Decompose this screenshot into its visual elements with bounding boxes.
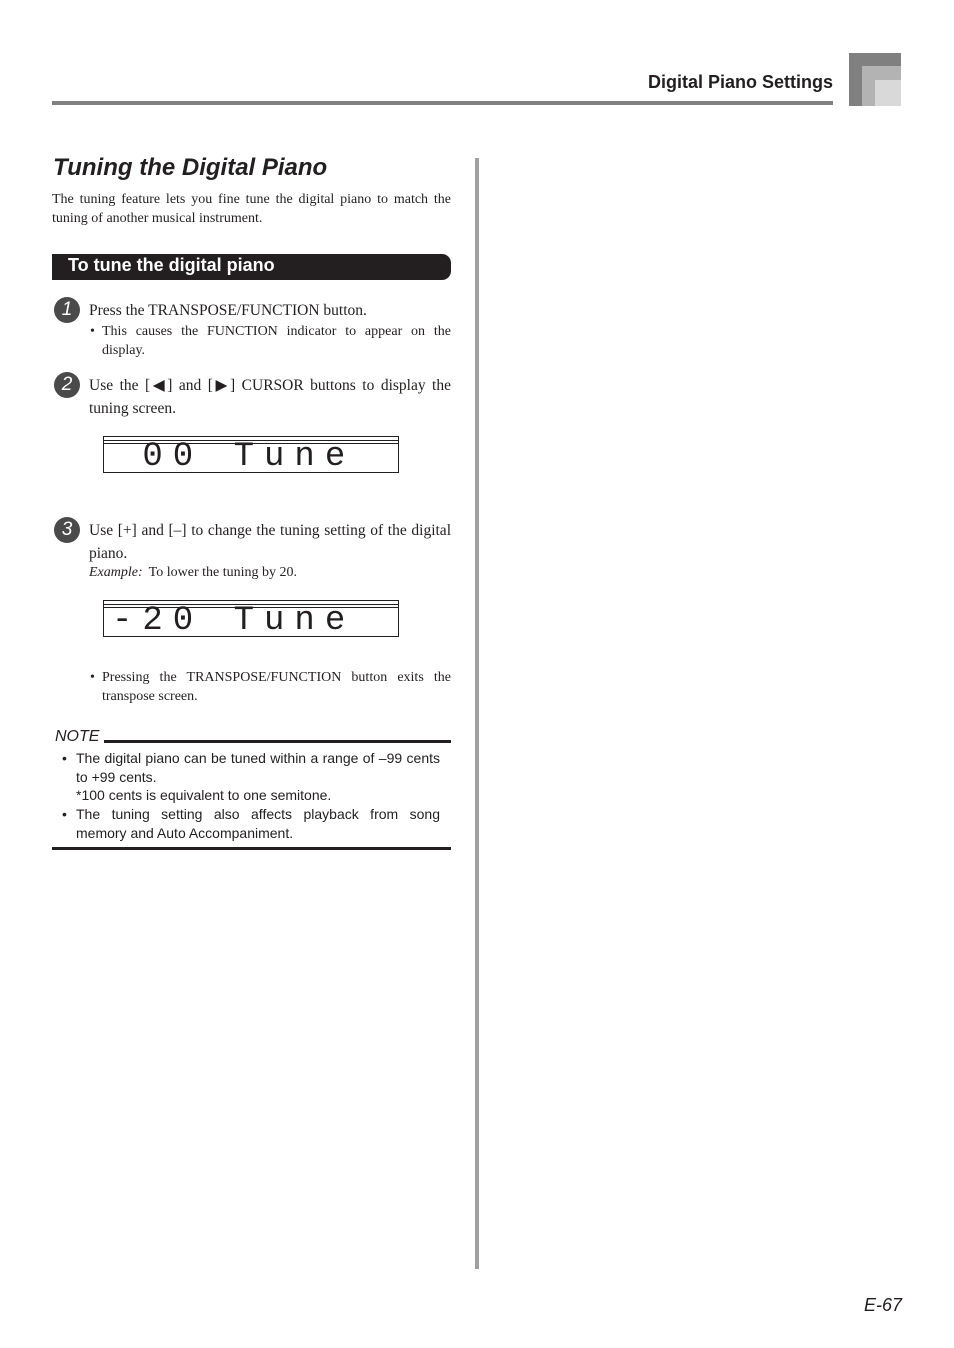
note-item-text: The tuning setting also affects playback from song memory and Auto Accompaniment.: [76, 806, 440, 841]
lcd-display-tune-00: [103, 436, 399, 476]
step-1-bullet: [90, 323, 451, 360]
intro-paragraph: The tuning feature lets you fine tune the digital piano to match the tuning of another musical instrument.: [52, 192, 451, 226]
example-label: Example:: [89, 565, 143, 580]
step-3-badge: 3: [54, 517, 80, 543]
running-header: Digital Piano Settings: [647, 72, 833, 92]
example-text: To lower the tuning by 20.: [148, 565, 297, 580]
column-divider: [475, 158, 479, 1269]
exit-bullet-text: Pressing the TRANSPOSE/FUNCTION button exits the transpose screen.: [102, 670, 451, 704]
header-rule: [52, 101, 833, 105]
bullet-dot: •: [90, 324, 95, 339]
step-1-bullet-text: This causes the FUNCTION indicator to appear on the display.: [102, 324, 451, 358]
bullet-dot: •: [62, 750, 67, 766]
lcd-readout: -20 Tune: [112, 602, 356, 640]
note-item: [62, 749, 440, 786]
section-title: Tuning the Digital Piano: [53, 154, 328, 181]
exit-bullet: [90, 669, 451, 706]
note-rule-bottom: [52, 847, 451, 850]
step-3-text: Use [+] and [–] to change the tuning setting of the digital piano.: [89, 522, 451, 562]
step-1-badge: 1: [54, 297, 80, 323]
step-2-badge: 2: [54, 372, 80, 398]
step-2-text: Use the [◀] and [▶] CURSOR buttons to display the tuning screen.: [89, 377, 451, 417]
step-1-text: Press the TRANSPOSE/FUNCTION button.: [89, 302, 367, 319]
procedure-heading-bar: [52, 254, 451, 280]
note-label: NOTE: [55, 728, 100, 745]
lcd-display-tune-minus-20: [103, 600, 399, 640]
corner-tab-core: [875, 80, 901, 106]
bullet-dot: •: [62, 806, 67, 822]
note-item: [62, 805, 440, 842]
procedure-heading: To tune the digital piano: [68, 255, 275, 275]
bullet-dot: •: [90, 670, 95, 685]
note-rule-top: [104, 740, 451, 743]
page-number: E-67: [863, 1295, 902, 1315]
note-footnote: *100 cents is equivalent to one semitone.: [76, 787, 332, 803]
step-3-example: [89, 565, 451, 581]
lcd-readout: 00 Tune: [112, 438, 356, 476]
note-item-text: The digital piano can be tuned within a range of –99 cents to +99 cents.: [76, 750, 440, 785]
